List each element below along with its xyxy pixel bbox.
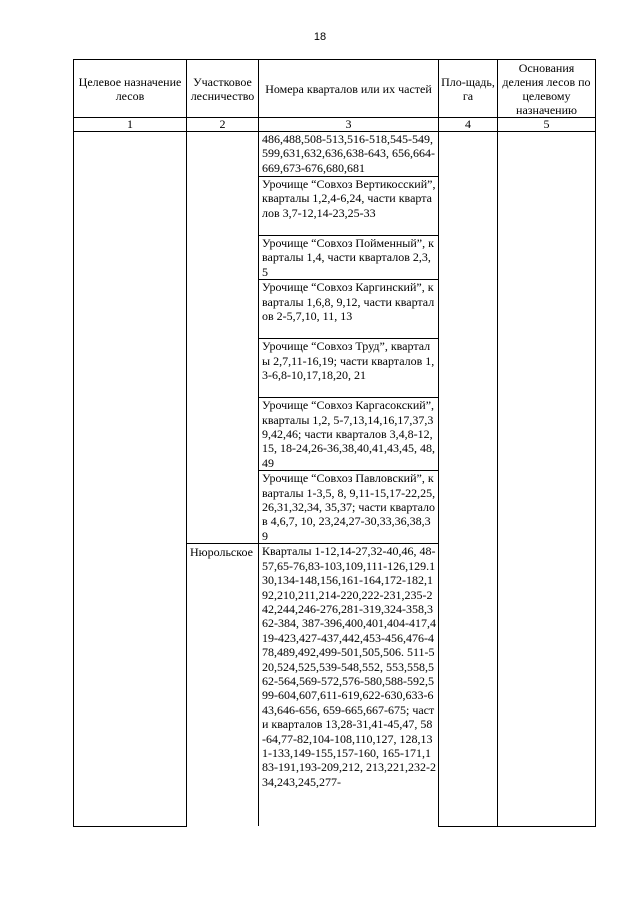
- quarters-cell: Урочище “Совхоз Вертикосский”, кварталы 1,2,4-6,24, части кварталов 3,7-12,14-23,25-33: [259, 177, 439, 236]
- area-cell: [439, 132, 498, 827]
- column-number: 5: [498, 118, 596, 132]
- quarters-cell: Урочище “Совхоз Каргинский”, кварталы 1,6,8, 9,12, части кварталов 2-5,7,10, 11, 13: [259, 280, 439, 339]
- quarters-cell: Урочище “Совхоз Каргасокский”, кварталы 1,2, 5-7,13,14,16,17,37,39,42,46; части кварталов 3,4,8-12,15, 18-24,26-36,38,40,41,43,45, 48, 49: [259, 398, 439, 471]
- forest-designation-table: [73, 59, 596, 827]
- column-number: 2: [187, 118, 259, 132]
- column-number: 4: [439, 118, 498, 132]
- quarters-cell: Урочище “Совхоз Павловский”, кварталы 1-3,5, 8, 9,11-15,17-22,25,26,31,32,34, 35,37; части кварталов 4,6,7, 10, 23,24,27-30,33,36,38,39: [259, 471, 439, 544]
- page-number: 18: [313, 31, 327, 43]
- column-number: 3: [259, 118, 439, 132]
- header-division-basis: Основания деления лесов по целевому назначению: [498, 60, 596, 118]
- basis-cell: [498, 132, 596, 827]
- quarters-cell: Урочище “Совхоз Пойменный”, кварталы 1,4, части кварталов 2,3,5: [259, 236, 439, 280]
- table-header-row: [74, 60, 596, 118]
- quarters-cell: Урочище “Совхоз Труд”, кварталы 2,7,11-16,19; части кварталов 1,3-6,8-10,17,18,20, 21: [259, 339, 439, 398]
- header-area: Пло-щадь, га: [439, 60, 498, 118]
- header-district-forestry: Участковое лесничество: [187, 60, 259, 118]
- column-number: 1: [74, 118, 187, 132]
- quarters-cell: Кварталы 1-12,14-27,32-40,46, 48-57,65-76,83-103,109,111-126,129.130,134-148,156,161-164,172-182,192,210,211,214-220,222-231,235-242,244,246-276,281-319,324-358,362-384, 387-396,400,401,404-417,419-423,427-437,442,453-456,476-478,489,492,499-501,505,506. 511-520,524,525,539-548,552, 553,558,562-564,569-572,576-580,588-592,599-604,607,611-619,622-630,633-643,646-656, 659-665,667-675; части кварталов 13,28-31,41-45,47, 58-64,77-82,104-108,110,127, 128,131-133,149-155,157-160, 165-171,183-191,193-209,212, 213,221,232-234,243,245,277-: [259, 544, 439, 827]
- header-quarter-numbers: Номера кварталов или их частей: [259, 60, 439, 118]
- purpose-cell: [74, 132, 187, 827]
- district-name-cell: Нюрольское: [187, 544, 259, 827]
- column-number-row: [74, 118, 596, 132]
- header-target-purpose: Целевое назначение лесов: [74, 60, 187, 118]
- table-row: [74, 132, 596, 177]
- district-cell: [187, 132, 259, 544]
- quarters-cell: 486,488,508-513,516-518,545-549,599,631,632,636,638-643, 656,664-669,673-676,680,681: [259, 132, 439, 177]
